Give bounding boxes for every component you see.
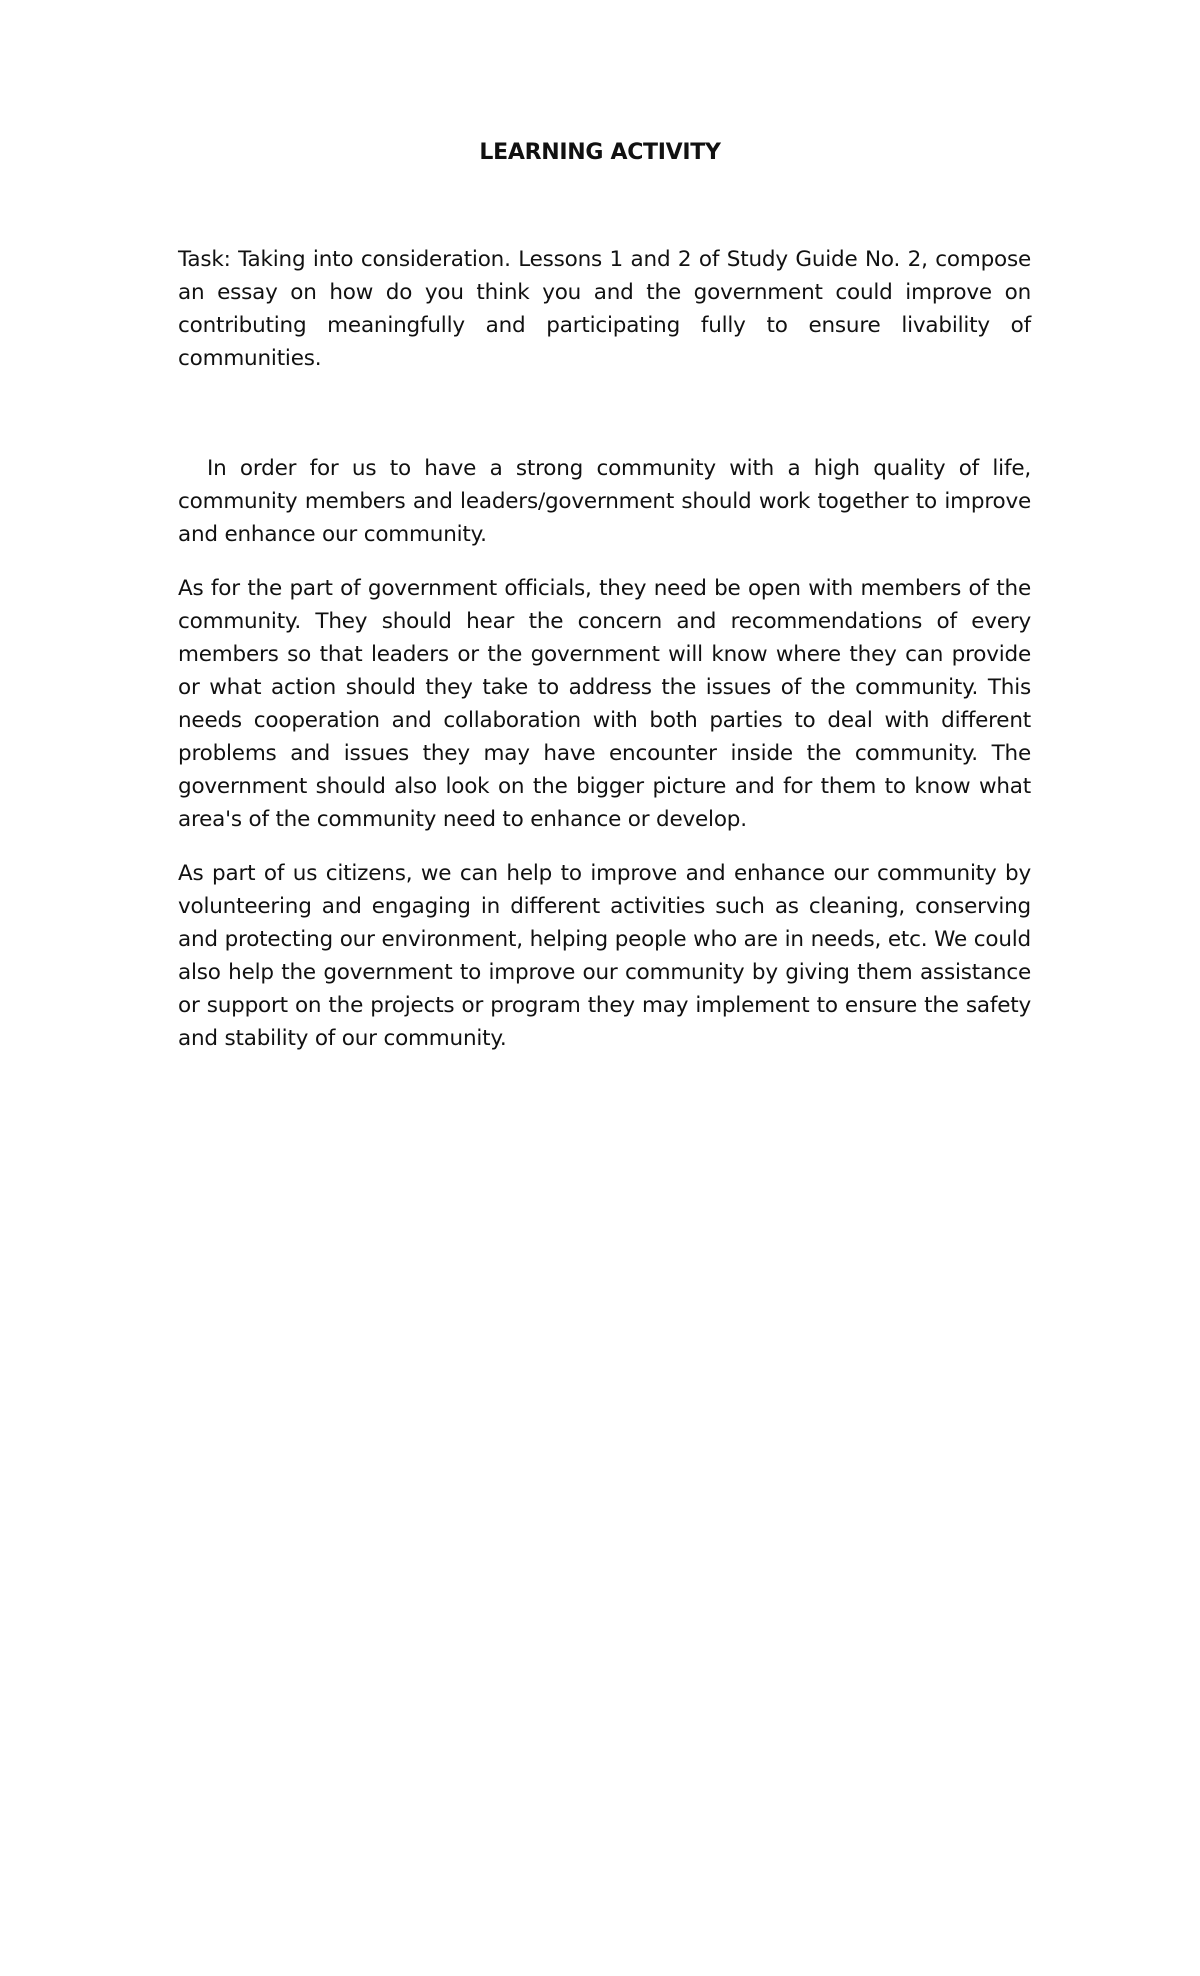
task-paragraph: Task: Taking into consideration. Lessons 1 and 2 of Study Guide No. 2, compose an essay on how do you think you and the government could improve on contributing meaningfully and participating fully to ensure livability of communities.: [178, 247, 1031, 371]
page-title: LEARNING ACTIVITY: [479, 140, 721, 165]
document-body: [178, 243, 1031, 1076]
essay-paragraph-1: In order for us to have a strong community with a high quality of life, community members and leaders/government should work together to improve and enhance our community.: [178, 456, 1031, 547]
essay-paragraph-2: As for the part of government officials, they need be open with members of the community. They should hear the concern and recommendations of every members so that leaders or the government will know where they can provide or what action should they take to address the issues of the community. This needs cooperation and collaboration with both parties to deal with different problems and issues they may have encounter inside the community. The government should also look on the bigger picture and for them to know what area's of the community need to enhance or develop.: [178, 576, 1031, 832]
essay-paragraph-3: As part of us citizens, we can help to improve and enhance our community by volunteering and engaging in different activities such as cleaning, conserving and protecting our environment, helping people who are in needs, etc. We could also help the government to improve our community by giving them assistance or support on the projects or program they may implement to ensure the safety and stability of our community.: [178, 861, 1031, 1051]
